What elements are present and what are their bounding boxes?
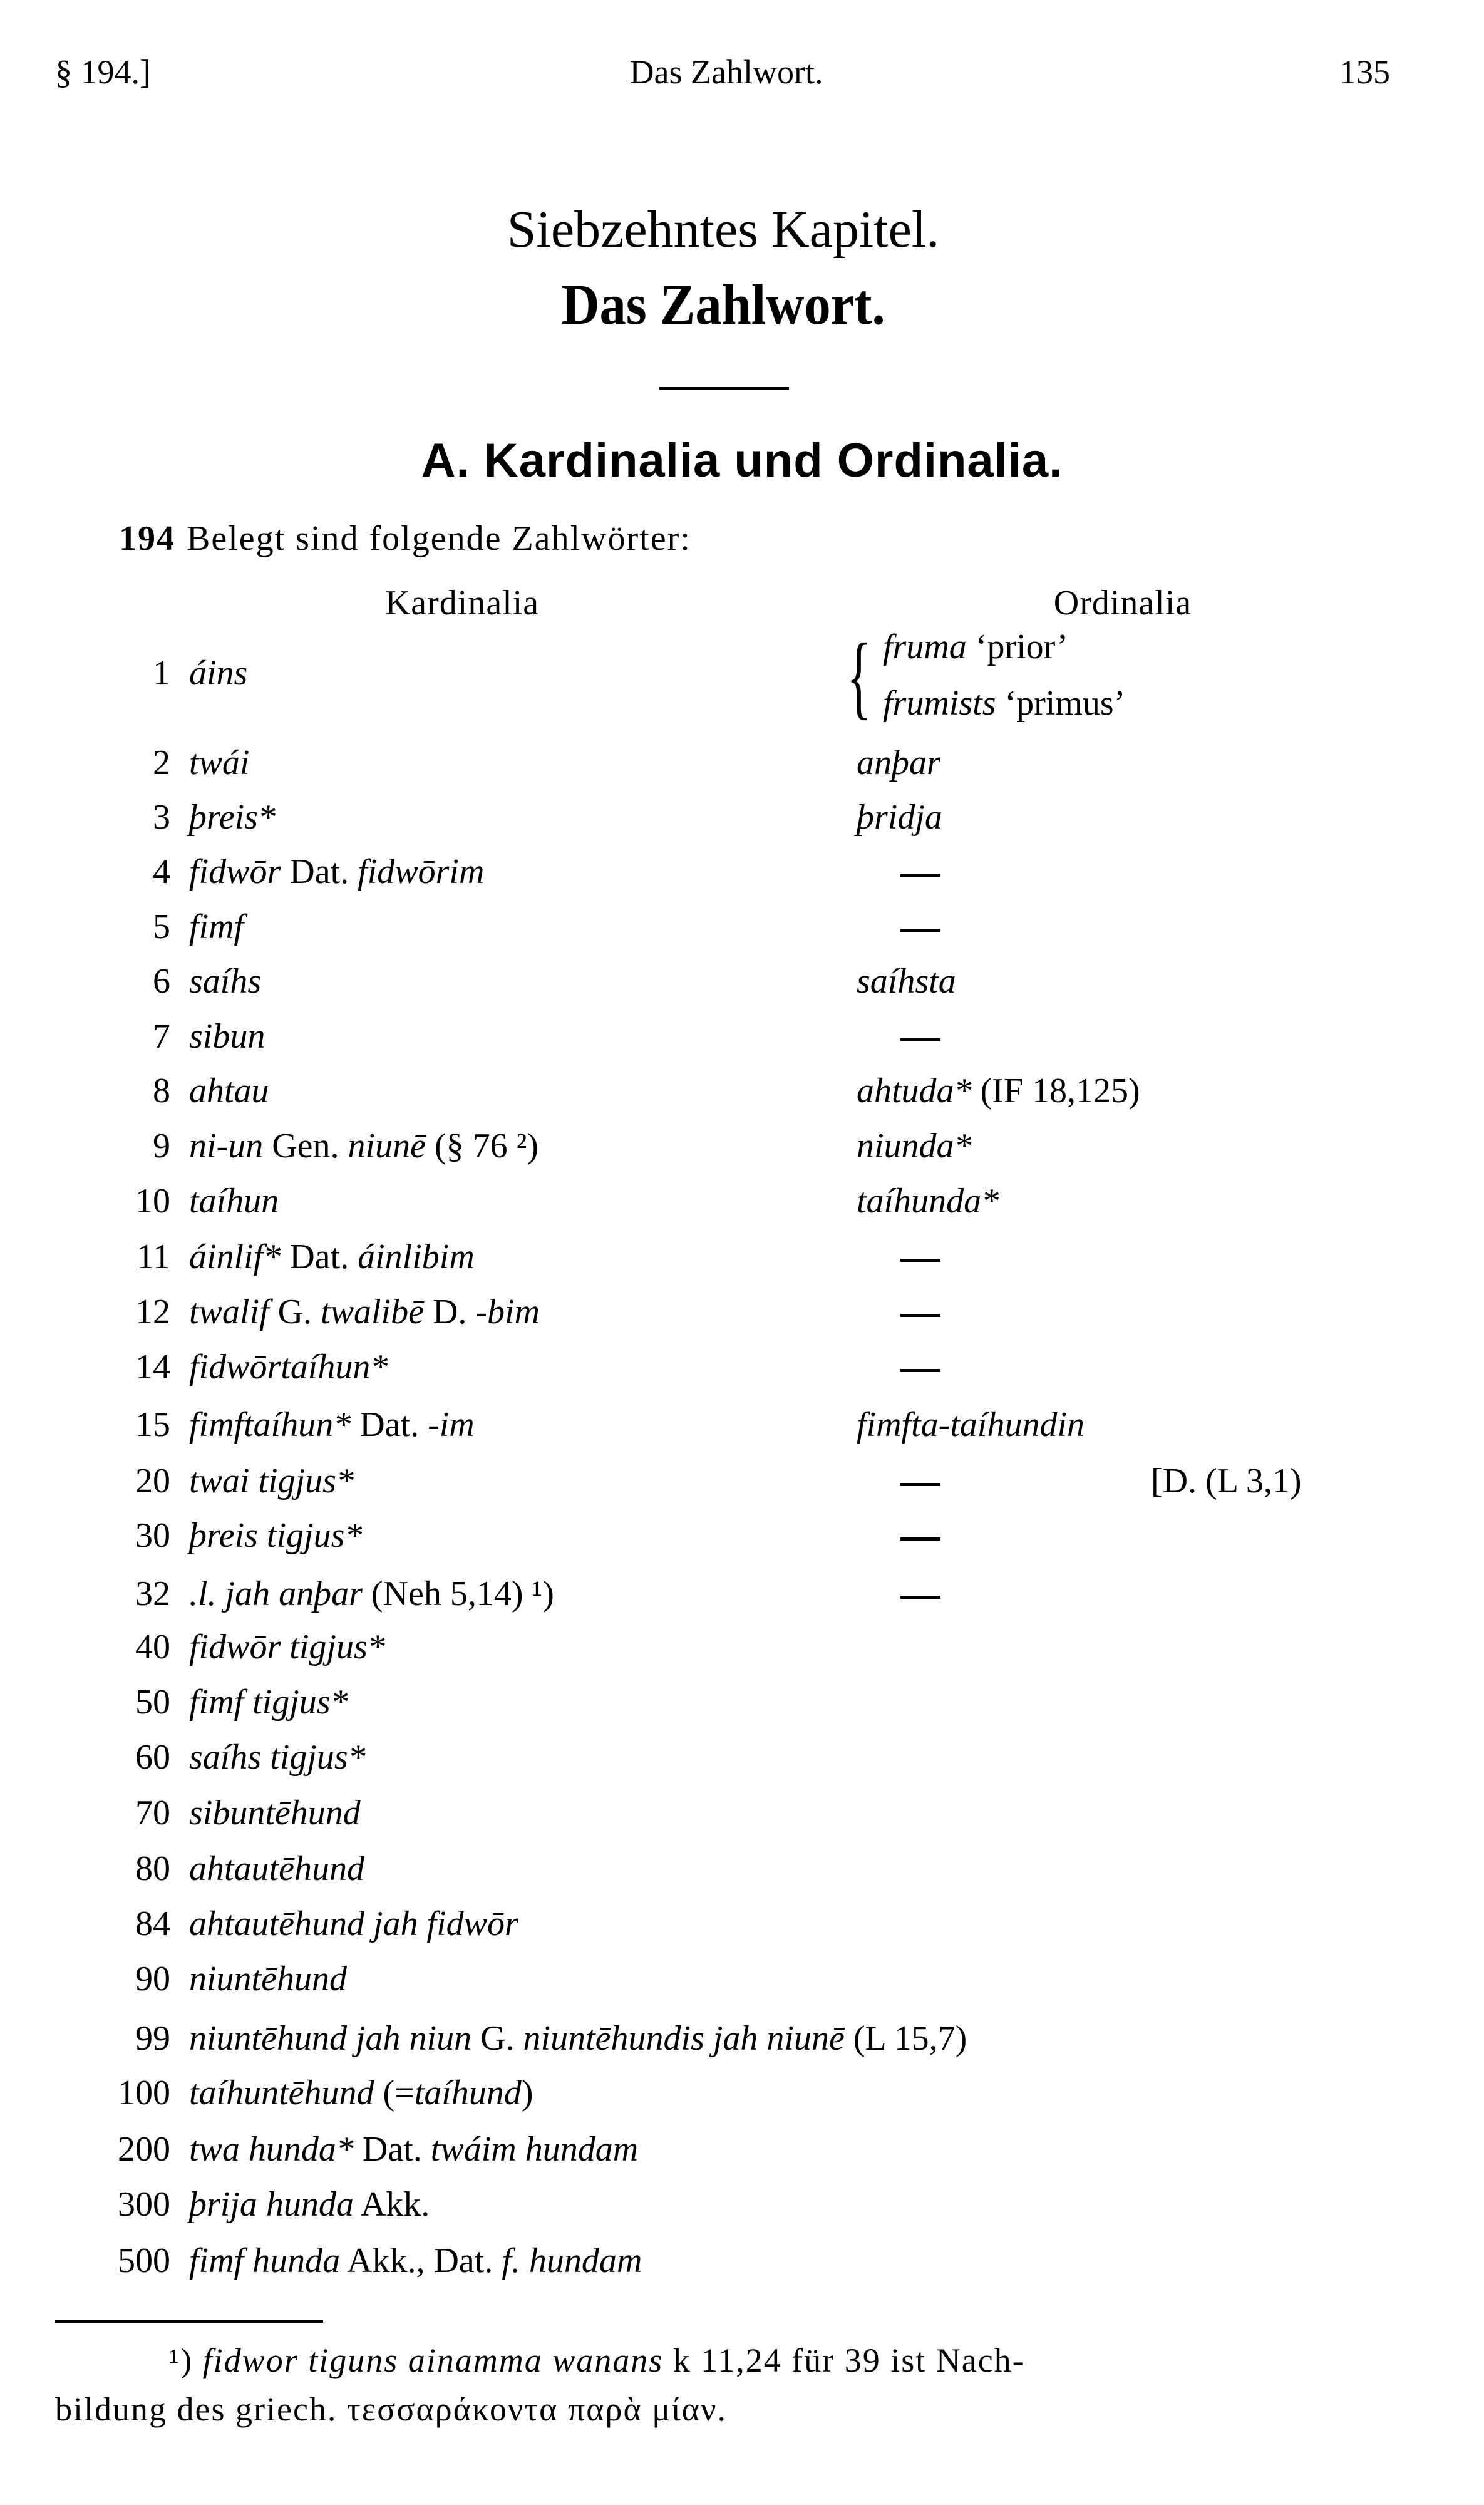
table-row (0, 1464, 1484, 1514)
gothic-form: fimfta-taíhundin (857, 1405, 1085, 1444)
numeral-value: 20 (135, 1462, 170, 1500)
cardinal-cell (189, 1518, 362, 1553)
gothic-form: þridja (857, 798, 942, 837)
gothic-form: twai tigjus* (189, 1462, 354, 1500)
table-row (0, 2132, 1484, 2182)
annotation-text: G. (471, 2019, 523, 2058)
gothic-form: taíhun (189, 1182, 279, 1221)
ordinal-cell-empty (857, 854, 940, 889)
cardinal-cell (189, 1906, 518, 1941)
gothic-form: -im (428, 1405, 475, 1444)
gothic-form: niunda* (857, 1127, 972, 1165)
numeral-value: 14 (135, 1348, 170, 1387)
gothic-form: fidwōr (189, 852, 281, 891)
numeral-value: 50 (135, 1683, 170, 1722)
gothic-form: taíhunda* (857, 1182, 999, 1221)
gothic-form: þreis* (189, 798, 276, 837)
gothic-form: fidwōrtaíhun* (189, 1348, 388, 1387)
gothic-form: saíhs tigjus* (189, 1738, 366, 1777)
gothic-form: f. hundam (502, 2241, 642, 2280)
gothic-form: þreis tigjus* (189, 1516, 363, 1555)
brace-icon: { (847, 624, 872, 728)
cardinal-cell (189, 1464, 354, 1499)
paragraph-intro (119, 521, 691, 556)
table-row (0, 1740, 1484, 1790)
table-row (0, 800, 1484, 850)
footnote-line-2: bildung des griech. τεσσαράκοντα παρὰ μίαν. (55, 2390, 727, 2428)
ordinal-cell (883, 629, 1068, 664)
gothic-form: twalibē (321, 1293, 424, 1331)
numeral-value: 200 (118, 2130, 170, 2169)
table-row (0, 2243, 1484, 2293)
gothic-form: twalif (189, 1293, 269, 1331)
gothic-form: frumists (883, 684, 996, 723)
ordinal-cell-empty (857, 1019, 940, 1054)
table-row (0, 1184, 1484, 1234)
table-row (0, 1518, 1484, 1568)
page-number: 135 (1339, 53, 1390, 91)
numeral-value: 99 (135, 2019, 170, 2058)
gothic-form: fimf (189, 907, 244, 946)
numeral-value: 300 (118, 2185, 170, 2224)
gothic-form: taíhund (414, 2074, 522, 2112)
numeral-value: 40 (135, 1628, 170, 1666)
cardinal-cell (189, 1685, 348, 1720)
table-row (0, 1851, 1484, 1901)
footnote-gothic-phrase: fidwor tiguns ainamma wanans (202, 2342, 664, 2379)
cardinal-cell (189, 800, 276, 835)
ordinal-cell (883, 686, 1125, 721)
cardinal-cell (189, 1073, 269, 1108)
gothic-form: fruma (883, 628, 967, 666)
ordinal-cell-empty (857, 1294, 940, 1330)
dash-icon (900, 1483, 940, 1486)
dash-icon (900, 1537, 940, 1541)
annotation-text: Akk., Dat. (340, 2241, 502, 2280)
gothic-form: fimftaíhun* (189, 1405, 351, 1444)
cardinal-cell (189, 2075, 533, 2110)
annotation-text: (L 15,7) (844, 2019, 967, 2058)
table-row (0, 964, 1484, 1014)
numeral-value: 100 (118, 2074, 170, 2112)
numeral-value: 84 (135, 1904, 170, 1943)
heading-divider (659, 387, 789, 390)
cardinal-cell (189, 1239, 475, 1274)
table-row (0, 628, 1484, 723)
gothic-form: twa hunda* (189, 2130, 354, 2169)
cardinal-cell (189, 1630, 385, 1665)
table-row (0, 2021, 1484, 2071)
gothic-form: ahtautēhund (189, 1849, 364, 1888)
dash-icon (900, 1259, 940, 1262)
cardinal-cell (189, 1184, 279, 1219)
table-row (0, 1961, 1484, 2012)
numeral-value: 9 (153, 1127, 170, 1165)
cardinal-cell (189, 2021, 967, 2056)
gothic-form: saíhsta (857, 962, 956, 1001)
annotation-text: G. (269, 1293, 321, 1331)
cardinal-cell (189, 1851, 364, 1886)
table-row (0, 1630, 1484, 1680)
table-row (0, 1239, 1484, 1289)
cardinal-cell (189, 1129, 538, 1164)
ordinal-cell (857, 1407, 1085, 1442)
ordinal-cell-empty (857, 1464, 940, 1499)
numeral-value: 7 (153, 1017, 170, 1056)
gothic-form: niuntēhund (189, 1960, 347, 1998)
ordinal-cell-empty (857, 909, 940, 944)
annotation-text: Dat. (281, 852, 358, 891)
margin-note: [D. (L 3,1) (1151, 1462, 1302, 1500)
gothic-form: þrija hunda (189, 2185, 354, 2224)
numeral-value: 12 (135, 1293, 170, 1331)
numeral-value: 60 (135, 1738, 170, 1777)
ordinal-cell (857, 745, 940, 780)
table-row (0, 1073, 1484, 1123)
gothic-form: niuntēhundis jah niunē (523, 2019, 845, 2058)
gothic-form: anþar (857, 743, 940, 782)
ordinal-cell-empty (857, 1518, 940, 1553)
numeral-value: 4 (153, 852, 170, 891)
gothic-form: ni-un (189, 1127, 264, 1165)
gothic-form: ahtautēhund jah fidwōr (189, 1904, 518, 1943)
gothic-form: taíhuntēhund (189, 2074, 374, 2112)
cardinal-cell (189, 745, 249, 780)
numeral-value: 6 (153, 962, 170, 1001)
column-header-kardinalia: Kardinalia (384, 584, 540, 622)
chapter-title: Das Zahlwort. (561, 272, 885, 336)
gothic-form: sibun (189, 1017, 265, 1056)
numeral-value: 5 (153, 907, 170, 946)
numeral-value: 32 (135, 1574, 170, 1613)
table-row (0, 1350, 1484, 1400)
cardinal-cell (189, 2132, 638, 2167)
annotation-text: (Neh 5,14) ¹) (362, 1574, 554, 1613)
annotation-text: D. (423, 1293, 476, 1331)
annotation-text: Dat. (353, 2130, 431, 2169)
cardinal-cell (189, 1019, 265, 1054)
gothic-form: ahtau (189, 1072, 269, 1110)
cardinal-cell (189, 1407, 475, 1442)
cardinal-cell (189, 1795, 361, 1831)
gothic-form: twái (189, 743, 250, 782)
cardinal-cell (189, 2243, 642, 2278)
dash-icon (900, 1314, 940, 1317)
gothic-form: fidwōr tigjus* (189, 1628, 385, 1666)
ordinal-cell-empty (857, 1350, 940, 1385)
cardinal-cell (189, 2187, 430, 2222)
gothic-form: niunē (348, 1127, 426, 1165)
table-row (0, 1795, 1484, 1846)
paragraph-text: Belegt sind folgende Zahlwörter: (187, 519, 691, 558)
footnote-divider (55, 2320, 323, 2323)
ordinal-cell (857, 800, 942, 835)
numeral-value: 8 (153, 1072, 170, 1110)
section-title: A. Kardinalia und Ordinalia. (421, 434, 1063, 487)
footnote-line-1-text: k 11,24 für 39 ist Nach- (663, 2342, 1025, 2379)
gothic-form: áins (189, 654, 248, 693)
gothic-form: -bim (475, 1293, 540, 1331)
annotation-text: (IF 18,125) (971, 1072, 1140, 1110)
cardinal-cell (189, 1576, 554, 1611)
table-row (0, 1576, 1484, 1626)
table-row (0, 745, 1484, 795)
cardinal-cell (189, 1294, 540, 1330)
gothic-form: sibuntēhund (189, 1794, 361, 1832)
annotation-text: ‘prior’ (966, 628, 1069, 666)
dash-icon (900, 1038, 940, 1041)
annotation-text: ) (521, 2074, 533, 2112)
annotation-text: ‘primus’ (996, 684, 1126, 723)
table-row (0, 1685, 1484, 1735)
running-header-section-ref: § 194.] (55, 53, 151, 91)
table-row (0, 909, 1484, 959)
gothic-form: fimf hunda (189, 2241, 341, 2280)
gothic-form: áinlibim (358, 1237, 475, 1276)
cardinal-cell (189, 964, 261, 999)
table-row (0, 1407, 1484, 1457)
cardinal-cell (189, 1961, 347, 1996)
ordinal-cell (857, 1184, 999, 1219)
gothic-form: niuntēhund jah niun (189, 2019, 472, 2058)
numeral-value: 2 (153, 743, 170, 782)
numeral-value: 70 (135, 1794, 170, 1832)
column-header-ordinalia: Ordinalia (1053, 584, 1192, 622)
annotation-text: (§ 76 ²) (425, 1127, 539, 1165)
cardinal-cell (189, 909, 244, 944)
table-row (0, 1019, 1484, 1069)
table-row (0, 854, 1484, 904)
gothic-form: ahtuda* (857, 1072, 972, 1110)
ordinal-cell (857, 1129, 972, 1164)
numeral-value: 30 (135, 1516, 170, 1555)
numeral-value: 80 (135, 1849, 170, 1888)
annotation-text: (= (374, 2074, 415, 2112)
footnote-line-1 (169, 2343, 1025, 2377)
ordinal-cell (857, 1073, 1140, 1108)
annotation-text: Akk. (353, 2185, 430, 2224)
dash-icon (900, 929, 940, 932)
ordinal-cell-empty (857, 1576, 940, 1611)
dash-icon (900, 1596, 940, 1599)
cardinal-cell (189, 1740, 366, 1775)
annotation-text: Dat. (351, 1405, 428, 1444)
ordinal-cell-empty (857, 1239, 940, 1274)
numeral-value: 15 (135, 1405, 170, 1444)
table-row (0, 1906, 1484, 1956)
cardinal-cell (189, 656, 247, 691)
dash-icon (900, 1369, 940, 1372)
table-row (0, 2075, 1484, 2125)
table-row (0, 1129, 1484, 1179)
gothic-form: áinlif* (189, 1237, 281, 1276)
annotation-text: Dat. (281, 1237, 358, 1276)
running-header-title: Das Zahlwort. (629, 53, 823, 91)
numeral-value: 90 (135, 1960, 170, 1998)
table-row (0, 1294, 1484, 1345)
annotation-text: Gen. (263, 1127, 348, 1165)
numeral-value: 1 (153, 654, 170, 693)
gothic-form: twáim hundam (430, 2130, 639, 2169)
ordinal-cell (857, 964, 956, 999)
numeral-value: 3 (153, 798, 170, 837)
gothic-form: fidwōrim (358, 852, 485, 891)
gothic-form: .l. jah anþar (189, 1574, 363, 1613)
numeral-value: 11 (137, 1237, 170, 1276)
footnote-marker: ¹) (169, 2342, 193, 2379)
table-row (0, 2187, 1484, 2237)
numeral-value: 500 (118, 2241, 170, 2280)
dash-icon (900, 874, 940, 877)
cardinal-cell (189, 1350, 388, 1385)
gothic-form: fimf tigjus* (189, 1683, 348, 1722)
cardinal-cell (189, 854, 484, 889)
numeral-value: 10 (135, 1182, 170, 1221)
gothic-form: saíhs (189, 962, 262, 1001)
paragraph-number: 194 (119, 519, 175, 558)
chapter-label: Siebzehntes Kapitel. (507, 200, 940, 259)
